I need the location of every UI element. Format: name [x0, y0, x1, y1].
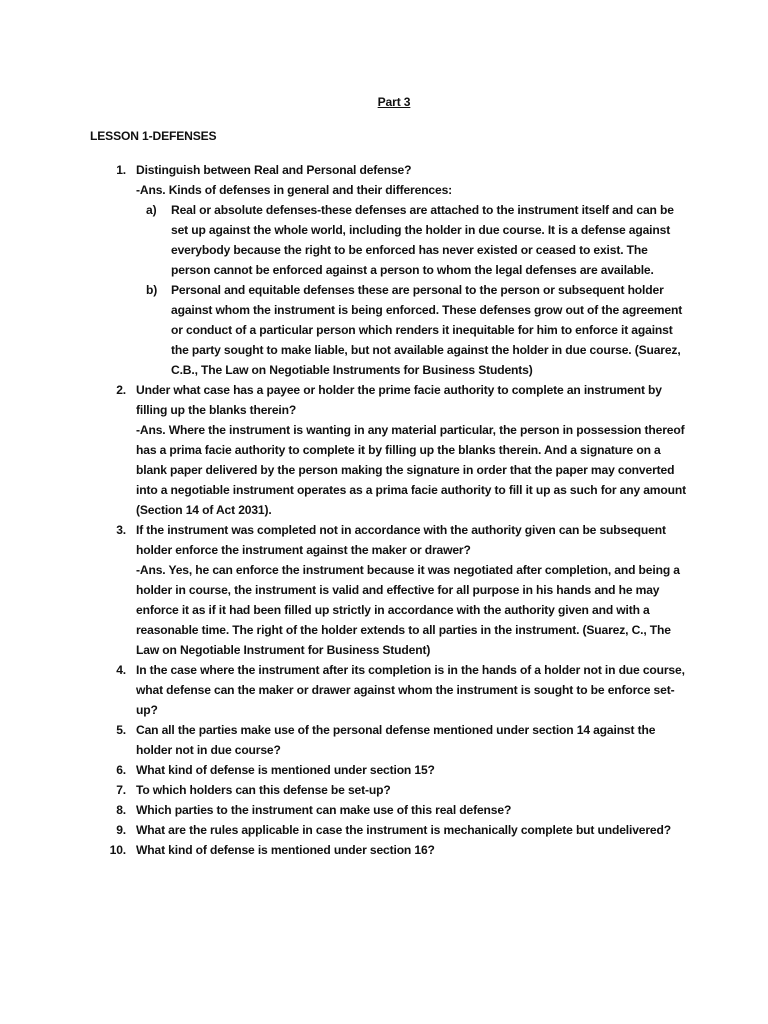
question-text: Which parties to the instrument can make use of this real defense? — [136, 803, 512, 817]
answer-text: -Ans. Where the instrument is wanting in any material particular, the person in possession thereof has a prima facie authority to complete it by filling up the blanks therein. And a signature on a blank paper delivered by the person making the signature in order that the paper may converted into a negotiable instrument operates as a prima facie authority to fill it up as such for any amount (Section 14 of Act 2031). — [136, 423, 686, 517]
lesson-title: LESSON 1-DEFENSES — [90, 129, 217, 143]
sub-item-label: a) — [146, 203, 157, 217]
question-text: What are the rules applicable in case the instrument is mechanically complete but undelivered? — [136, 823, 671, 837]
question-text: To which holders can this defense be set-up? — [136, 783, 391, 797]
question-item-1 — [90, 160, 690, 380]
sub-item-a — [136, 200, 690, 280]
question-item-4 — [90, 660, 690, 720]
question-item-7 — [90, 780, 690, 800]
question-text: If the instrument was completed not in accordance with the authority given can be subsequent holder enforce the instrument against the maker or drawer? — [136, 523, 666, 557]
answer-text: -Ans. Yes, he can enforce the instrument because it was negotiated after completion, and being a holder in course, the instrument is valid and effective for all purpose in his hands and he may enforce it as if it had been filled up strictly in accordance with the authority given and with a reasonable time. The right of the holder extends to all parties in the instrument. (Suarez, C., The Law on Negotiable Instrument for Business Student) — [136, 563, 680, 657]
sub-item-text: Personal and equitable defenses these are personal to the person or subsequent holder against whom the instrument is being enforced. These defenses grow out of the agreement or conduct of a particular person which renders it inequitable for him to enforce it against the party sought to make liable, but not available against the holder in due course. (Suarez, C.B., The Law on Negotiable Instruments for Business Students) — [171, 283, 683, 377]
question-text: In the case where the instrument after its completion is in the hands of a holder not in due course, what defense can the maker or drawer against whom the instrument is sought to be enforce set-up? — [136, 663, 685, 717]
question-text: What kind of defense is mentioned under section 16? — [136, 843, 435, 857]
part-title: Part 3 — [377, 95, 411, 109]
question-number: 4. — [116, 663, 126, 677]
question-number: 10. — [109, 843, 126, 857]
answer-text: -Ans. Kinds of defenses in general and their differences: — [136, 183, 453, 197]
question-number: 5. — [116, 723, 126, 737]
sub-item-text: Real or absolute defenses-these defenses are attached to the instrument itself and can be set up against the whole world, including the holder in due course. It is a defense against everybody because the right to be enforced has never existed or ceased to exist. The person cannot be enforced against a person to whom the legal defenses are available. — [171, 203, 674, 277]
question-number: 6. — [116, 763, 126, 777]
sub-item-label: b) — [146, 283, 158, 297]
question-number: 7. — [116, 783, 126, 797]
question-number: 9. — [116, 823, 126, 837]
question-item-6 — [90, 760, 690, 780]
question-text: Distinguish between Real and Personal defense? — [136, 163, 412, 177]
question-text: Can all the parties make use of the personal defense mentioned under section 14 against the holder not in due course? — [136, 723, 656, 757]
question-item-3 — [90, 520, 690, 660]
question-number: 2. — [116, 383, 126, 397]
question-number: 3. — [116, 523, 126, 537]
question-text: Under what case has a payee or holder the prime facie authority to complete an instrument by filling up the blanks therein? — [136, 383, 662, 417]
question-item-9 — [90, 820, 690, 840]
question-number: 1. — [116, 163, 126, 177]
question-text: What kind of defense is mentioned under section 15? — [136, 763, 435, 777]
question-item-2 — [90, 380, 690, 520]
question-number: 8. — [116, 803, 126, 817]
question-item-5 — [90, 720, 690, 760]
question-item-10 — [90, 840, 690, 860]
sub-item-b — [136, 280, 690, 380]
document-body — [90, 92, 690, 860]
question-item-8 — [90, 800, 690, 820]
